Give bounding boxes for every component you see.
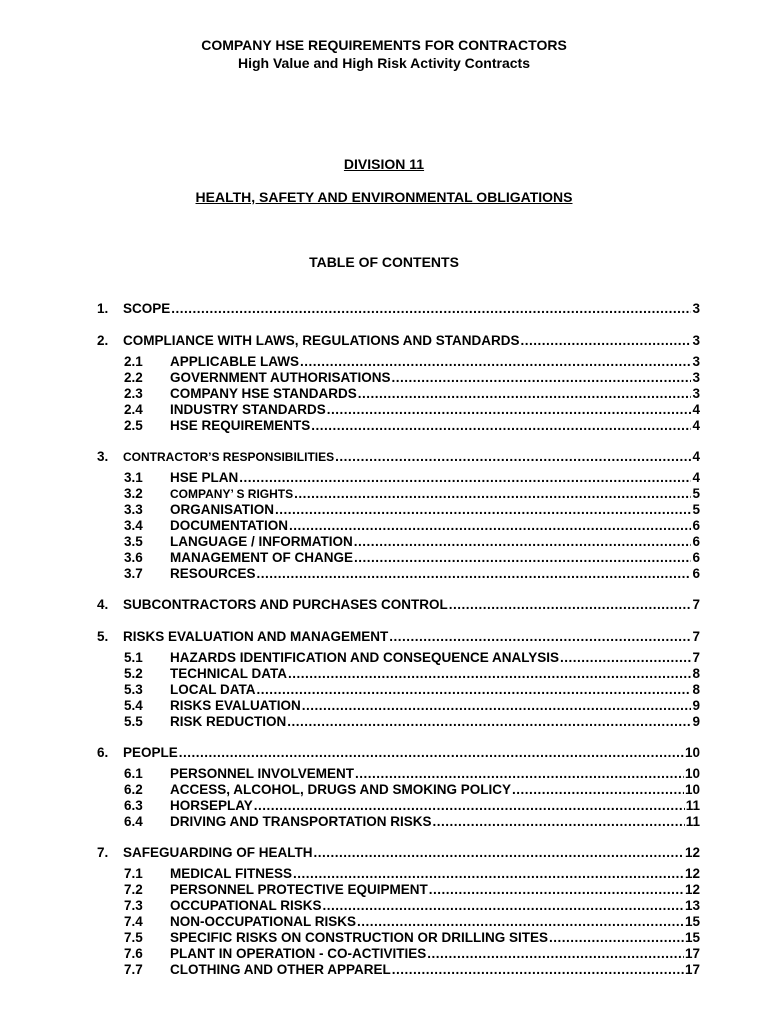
toc-leader-dots [302,698,692,714]
toc-number: 7.3 [124,898,143,913]
toc-entry [170,962,700,978]
toc-subsection[interactable] [0,798,768,814]
toc-title: RESOURCES [170,566,256,581]
toc-leader-dots [354,534,692,550]
toc-page-number: 7 [692,597,700,612]
toc-entry [170,550,700,566]
toc-page-number: 8 [692,666,700,681]
toc-entry [170,518,700,534]
document-title: COMPANY HSE REQUIREMENTS FOR CONTRACTORS [201,37,567,53]
toc-leader-dots [254,798,685,814]
toc-number: 2.4 [124,402,143,417]
toc-title: GOVERNMENT AUTHORISATIONS [170,370,391,385]
toc-page-number: 13 [684,898,700,913]
toc-page-number: 10 [684,745,700,760]
toc-section-block [0,332,768,434]
toc-number: 3.1 [124,470,143,485]
toc-entry [123,448,700,466]
toc-page-number: 15 [684,930,700,945]
toc-page-number: 8 [692,682,700,697]
toc-page-number: 3 [692,354,700,369]
toc-title: ORGANISATION [170,502,274,517]
toc-entry [170,354,700,370]
toc-section-block [0,628,768,730]
toc-title: CLOTHING AND OTHER APPAREL [170,962,391,977]
toc-section[interactable] [0,448,768,466]
toc-title: CONTRACTOR’S RESPONSIBILITIES [123,450,335,464]
toc-subsection[interactable] [0,898,768,914]
toc-page-number: 11 [685,798,700,813]
toc-page-number: 6 [692,566,700,581]
toc-page-number: 7 [692,650,700,665]
toc-subsection[interactable] [0,386,768,402]
toc-page-number: 9 [692,698,700,713]
toc-title: NON-OCCUPATIONAL RISKS [170,914,357,929]
toc-section-block [0,300,768,318]
toc-entry [170,714,700,730]
toc-title: TECHNICAL DATA [170,666,287,681]
toc-entry [170,402,700,418]
toc-leader-dots [179,744,684,762]
toc-leader-dots [314,844,684,862]
toc-subsection[interactable] [0,714,768,730]
division-heading: DIVISION 11 [343,156,425,172]
toc-leader-dots [520,332,691,350]
toc-page-number: 4 [692,418,700,433]
table-of-contents [0,300,768,992]
toc-number: 6.1 [124,766,143,781]
toc-leader-dots [288,666,691,682]
toc-entry [170,566,700,582]
toc-page-number: 12 [684,866,700,881]
toc-title: MANAGEMENT OF CHANGE [170,550,353,565]
toc-page-number: 17 [684,962,700,977]
toc-number: 3.3 [124,502,143,517]
toc-entry [170,898,700,914]
toc-section[interactable] [0,744,768,762]
toc-subsection[interactable] [0,566,768,582]
toc-section-block [0,448,768,582]
toc-leader-dots [392,962,684,978]
toc-subsection[interactable] [0,814,768,830]
toc-subsection[interactable] [0,502,768,518]
toc-entry [170,370,700,386]
toc-entry [123,332,700,350]
toc-entry [123,744,700,762]
toc-entry [170,946,700,962]
toc-title: RISKS EVALUATION [170,698,301,713]
toc-page-number: 6 [692,534,700,549]
toc-page-number: 3 [692,301,700,316]
toc-leader-dots [389,628,691,646]
toc-entry [170,470,700,486]
toc-entry [170,386,700,402]
toc-heading: TABLE OF CONTENTS [309,254,459,270]
toc-page-number: 3 [692,386,700,401]
toc-entry [170,534,700,550]
toc-title: PERSONNEL PROTECTIVE EQUIPMENT [170,882,428,897]
toc-number: 6.2 [124,782,143,797]
toc-number: 2. [97,333,109,348]
toc-leader-dots [449,596,692,614]
toc-entry [170,814,700,830]
toc-leader-dots [512,782,684,798]
toc-title: MEDICAL FITNESS [170,866,293,881]
toc-entry [123,844,700,862]
toc-page-number: 12 [684,845,700,860]
toc-number: 2.2 [124,370,143,385]
toc-number: 3.6 [124,550,143,565]
toc-entry [123,596,700,614]
toc-title: DOCUMENTATION [170,518,288,533]
toc-subsection[interactable] [0,698,768,714]
toc-subsection[interactable] [0,682,768,698]
toc-leader-dots [433,814,685,830]
toc-number: 6.4 [124,814,143,829]
toc-number: 7.2 [124,882,143,897]
toc-leader-dots [427,946,684,962]
toc-leader-dots [294,486,691,502]
toc-page-number: 5 [692,502,700,517]
toc-page-number: 3 [692,333,700,348]
toc-leader-dots [335,448,691,466]
toc-section[interactable] [0,300,768,318]
toc-page-number: 6 [692,518,700,533]
toc-title: APPLICABLE LAWS [170,354,300,369]
toc-title: SAFEGUARDING OF HEALTH [123,845,313,860]
toc-number: 1. [97,301,109,316]
toc-number: 6.3 [124,798,143,813]
toc-number: 2.1 [124,354,143,369]
toc-leader-dots [257,682,692,698]
toc-entry [170,418,700,434]
toc-title: RISKS EVALUATION AND MANAGEMENT [123,629,389,644]
toc-title: COMPLIANCE WITH LAWS, REGULATIONS AND STANDARDS [123,333,520,348]
toc-title: ACCESS, ALCOHOL, DRUGS AND SMOKING POLICY [170,782,512,797]
toc-subsection[interactable] [0,866,768,882]
toc-page-number: 4 [692,449,700,464]
toc-number: 5.4 [124,698,143,713]
toc-title: HORSEPLAY [170,798,253,813]
toc-subsection[interactable] [0,550,768,566]
toc-leader-dots [171,300,691,318]
toc-leader-dots [311,418,691,434]
toc-leader-dots [358,386,692,402]
toc-entry [170,930,700,946]
toc-title: LANGUAGE / INFORMATION [170,534,353,549]
document-subtitle: High Value and High Risk Activity Contracts [238,55,530,71]
toc-page-number: 10 [684,782,700,797]
toc-subsection[interactable] [0,766,768,782]
toc-subsection[interactable] [0,946,768,962]
toc-page-number: 5 [692,486,700,501]
toc-entry [170,502,700,518]
toc-subsection[interactable] [0,962,768,978]
toc-leader-dots [355,766,684,782]
toc-title: PLANT IN OPERATION - CO-ACTIVITIES [170,946,427,961]
toc-number: 6. [97,745,109,760]
toc-number: 3.7 [124,566,143,581]
toc-section[interactable] [0,844,768,862]
toc-title: COMPANY’ S RIGHTS [170,487,294,501]
toc-entry [170,866,700,882]
toc-title: INDUSTRY STANDARDS [170,402,326,417]
toc-number: 5. [97,629,109,644]
toc-entry [170,798,700,814]
toc-page-number: 4 [692,402,700,417]
toc-entry [170,882,700,898]
toc-leader-dots [275,502,691,518]
toc-entry [170,782,700,798]
toc-leader-dots [354,550,691,566]
toc-subsection[interactable] [0,930,768,946]
toc-number: 3. [97,449,109,464]
toc-section[interactable] [0,628,768,646]
toc-title: DRIVING AND TRANSPORTATION RISKS [170,814,432,829]
toc-title: SPECIFIC RISKS ON CONSTRUCTION OR DRILLING SITES [170,930,549,945]
toc-leader-dots [392,370,692,386]
toc-subsection[interactable] [0,486,768,502]
toc-page-number: 11 [685,814,700,829]
toc-number: 7.1 [124,866,143,881]
toc-subsection[interactable] [0,354,768,370]
toc-number: 3.4 [124,518,143,533]
toc-number: 7.5 [124,930,143,945]
toc-section-block [0,744,768,830]
toc-number: 7.6 [124,946,143,961]
toc-leader-dots [287,714,691,730]
toc-section[interactable] [0,596,768,614]
toc-number: 5.3 [124,682,143,697]
toc-leader-dots [327,402,692,418]
toc-title: RISK REDUCTION [170,714,287,729]
toc-leader-dots [257,566,692,582]
toc-entry [170,766,700,782]
toc-entry [170,914,700,930]
toc-entry [170,666,700,682]
toc-entry [123,300,700,318]
toc-entry [170,486,700,502]
toc-page-number: 15 [684,914,700,929]
toc-subsection[interactable] [0,782,768,798]
toc-page-number: 17 [684,946,700,961]
toc-number: 4. [97,597,109,612]
toc-number: 7.7 [124,962,143,977]
toc-leader-dots [289,518,691,534]
toc-subsection[interactable] [0,370,768,386]
toc-number: 3.5 [124,534,143,549]
toc-leader-dots [293,866,684,882]
toc-page-number: 10 [684,766,700,781]
toc-leader-dots [549,930,684,946]
toc-entry [170,682,700,698]
toc-page-number: 6 [692,550,700,565]
toc-title: PERSONNEL INVOLVEMENT [170,766,355,781]
toc-number: 7. [97,845,109,860]
toc-number: 7.4 [124,914,143,929]
toc-title: HSE REQUIREMENTS [170,418,311,433]
toc-subsection[interactable] [0,914,768,930]
toc-title: HSE PLAN [170,470,239,485]
toc-subsection[interactable] [0,666,768,682]
obligations-heading: HEALTH, SAFETY AND ENVIRONMENTAL OBLIGATIONS [195,189,573,205]
toc-title: SCOPE [123,301,171,316]
toc-title: LOCAL DATA [170,682,256,697]
toc-page-number: 12 [684,882,700,897]
toc-subsection[interactable] [0,402,768,418]
toc-title: COMPANY HSE STANDARDS [170,386,357,401]
toc-entry [170,698,700,714]
toc-leader-dots [357,914,684,930]
toc-title: OCCUPATIONAL RISKS [170,898,322,913]
toc-title: HAZARDS IDENTIFICATION AND CONSEQUENCE ANALYSIS [170,650,560,665]
toc-section-block [0,844,768,978]
toc-number: 5.5 [124,714,143,729]
toc-leader-dots [323,898,684,914]
toc-section-block [0,596,768,614]
toc-subsection[interactable] [0,470,768,486]
toc-entry [123,628,700,646]
toc-page-number: 4 [692,470,700,485]
toc-leader-dots [239,470,691,486]
toc-subsection[interactable] [0,418,768,434]
toc-number: 2.3 [124,386,143,401]
toc-leader-dots [560,650,691,666]
toc-leader-dots [300,354,691,370]
toc-section[interactable] [0,332,768,350]
toc-page-number: 3 [692,370,700,385]
toc-title: PEOPLE [123,745,178,760]
toc-page-number: 9 [692,714,700,729]
toc-subsection[interactable] [0,882,768,898]
toc-number: 2.5 [124,418,143,433]
toc-subsection[interactable] [0,518,768,534]
toc-number: 5.1 [124,650,143,665]
toc-subsection[interactable] [0,650,768,666]
toc-subsection[interactable] [0,534,768,550]
toc-title: SUBCONTRACTORS AND PURCHASES CONTROL [123,597,448,612]
toc-number: 5.2 [124,666,143,681]
toc-page-number: 7 [692,629,700,644]
toc-entry [170,650,700,666]
toc-leader-dots [429,882,684,898]
toc-number: 3.2 [124,486,143,501]
